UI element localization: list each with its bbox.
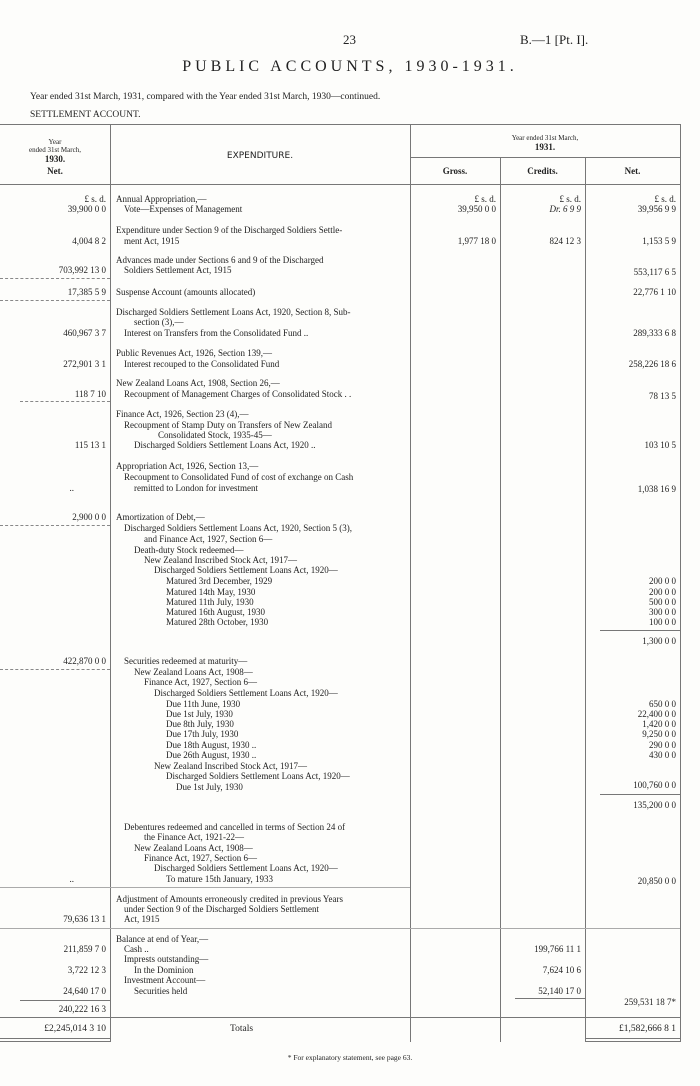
r2-net: 1,153 5 9 [642, 236, 676, 246]
r10-matured-5: Matured 28th October, 1930 [166, 617, 269, 627]
r10-subtotal: 1,300 0 0 [642, 636, 676, 646]
r10-text-2: Discharged Soldiers Settlement Loans Act, 1920, Section 5 (3), [124, 523, 353, 533]
r6-text-2: Interest recouped to the Consolidated Fund [124, 359, 280, 369]
r14-net: 259,531 18 7* [624, 997, 676, 1007]
r14-dominion-credits: 7,624 10 6 [542, 965, 581, 975]
r3-separator [0, 278, 110, 279]
r12-text-6: To mature 15th January, 1933 [166, 874, 274, 884]
r11-subtotal-rule [600, 794, 680, 795]
r11-due-4: Due 17th July, 1930 [166, 729, 239, 739]
r11-value-5: 290 0 0 [649, 740, 676, 750]
r1-text-2: Vote—Expenses of Management [124, 204, 243, 214]
r7-text-1: New Zealand Loans Act, 1908, Section 26,— [116, 378, 280, 388]
r10-matured-4: Matured 16th August, 1930 [166, 607, 265, 617]
r13-text-2: under Section 9 of the Discharged Soldiers Settlement [124, 904, 320, 914]
r5-text-2: section (3),— [134, 317, 184, 327]
r4-net: 22,776 1 10 [633, 287, 676, 297]
r11-due-1: Due 11th June, 1930 [166, 699, 241, 709]
footnote: * For explanatory statement, see page 63. [287, 1053, 413, 1062]
r7-prev: 118 7 10 [74, 389, 106, 399]
r1-prev: 39,900 0 0 [67, 204, 106, 214]
totals-net-underline-2 [585, 1041, 680, 1042]
r6-net: 258,226 18 6 [628, 359, 676, 369]
r12-net: 20,850 0 0 [637, 876, 676, 886]
net-header: Net. [624, 166, 641, 176]
r4-prev: 17,385 5 9 [67, 287, 106, 297]
r10-value-2: 200 0 0 [649, 587, 676, 597]
r10-matured-1: Matured 3rd December, 1929 [166, 576, 273, 586]
table-right-edge [680, 124, 681, 1042]
r10-text-5: New Zealand Inscribed Stock Act, 1917— [144, 555, 297, 565]
r11-separator [0, 669, 110, 670]
r8-net: 103 10 5 [644, 440, 676, 450]
r11-text-1: Securities redeemed at maturity— [124, 656, 248, 666]
totals-prev-underline-2 [0, 1041, 110, 1042]
r14-dominion-label: In the Dominion [134, 965, 194, 975]
r2-text-1: Expenditure under Section 9 of the Discharged Soldiers Settle- [116, 225, 343, 235]
r10-separator [0, 525, 110, 526]
r8-text-2: Recoupment of Stamp Duty on Transfers of New Zealand [124, 420, 332, 430]
r14-cash-label: Cash .. [124, 944, 149, 954]
curr-year-header-b: 1931. [534, 142, 556, 152]
r9-net: 1,038 16 9 [637, 484, 676, 494]
r13-text-3: Act, 1915 [124, 914, 160, 924]
totals-prev-underline-1 [0, 1038, 110, 1039]
lsd-gross: £ s. d. [474, 194, 496, 204]
r14-text-1: Balance at end of Year,— [116, 934, 209, 944]
header-bottom-rule [0, 184, 680, 185]
totals-top-rule [0, 1017, 680, 1018]
r14-securities-label: Securities held [134, 986, 188, 996]
credits-header: Credits. [527, 166, 558, 176]
page-title: PUBLIC ACCOUNTS, 1930-1931. [182, 58, 518, 75]
r10-matured-2: Matured 14th May, 1930 [166, 587, 256, 597]
r10-text-6: Discharged Soldiers Settlement Loans Act, 1920— [154, 565, 338, 575]
r12-text-5: Discharged Soldiers Settlement Loans Act, 1920— [154, 863, 338, 873]
r11-due-5: Due 18th August, 1930 .. [166, 740, 257, 750]
r14-text-2: Imprests outstanding— [124, 954, 209, 964]
r11-due-6: Due 26th August, 1930 .. [166, 750, 257, 760]
r4-separator [0, 300, 110, 301]
r8-text-1: Finance Act, 1926, Section 23 (4),— [116, 409, 249, 419]
r11-text-5: New Zealand Inscribed Stock Act, 1917— [154, 761, 307, 771]
totals-net: £1,582,666 8 1 [619, 1024, 676, 1034]
r11-text-2: New Zealand Loans Act, 1908— [134, 667, 253, 677]
expenditure-header: EXPENDITURE. [226, 151, 294, 161]
r3-text-2: Soldiers Settlement Act, 1915 [124, 265, 232, 275]
r1-credits: Dr. 6 9 9 [549, 204, 581, 214]
r10-text-1: Amortization of Debt,— [116, 512, 205, 522]
r12-text-4: Finance Act, 1927, Section 6— [144, 853, 257, 863]
r7-net: 78 13 5 [649, 391, 676, 401]
r10-prev: 2,900 0 0 [72, 512, 106, 522]
r1-net: 39,956 9 9 [637, 204, 676, 214]
r12-text-2: the Finance Act, 1921-22— [144, 832, 244, 842]
curr-year-header-a: Year ended 31st March, [511, 134, 579, 142]
page-subtitle: Year ended 31st March, 1931, compared with the Year ended 31st March, 1930—continued. [30, 92, 381, 102]
r11-prev: 422,870 0 0 [63, 656, 106, 666]
document-reference: B.—1 [Pt. I]. [520, 32, 589, 47]
r11-value-7: 100,760 0 0 [633, 780, 676, 790]
r7-separator [20, 401, 110, 402]
r14-credits-rule [515, 998, 585, 999]
current-year-rule [410, 157, 680, 158]
r5-net: 289,333 6 8 [633, 328, 676, 338]
prev-year-header-a: Year [48, 138, 62, 146]
r5-text-3: Interest on Transfers from the Consolidated Fund .. [124, 328, 309, 338]
prev-year-header-c: 1930. [44, 154, 66, 164]
r10-text-3: and Finance Act, 1927, Section 6— [144, 534, 273, 544]
r14-dominion-prev: 3,722 12 3 [67, 965, 106, 975]
r3-prev: 703,992 13 0 [58, 265, 106, 275]
page-number: 23 [343, 32, 356, 47]
r11-text-4: Discharged Soldiers Settlement Loans Act, 1920— [154, 688, 338, 698]
totals-prev: £2,245,014 3 10 [44, 1024, 106, 1034]
r12-text-3: New Zealand Loans Act, 1908— [134, 843, 253, 853]
prev-year-header-net: Net. [47, 166, 63, 176]
totals-label: Totals [230, 1024, 254, 1034]
column-divider-credits [500, 157, 501, 1042]
r10-value-3: 500 0 0 [649, 597, 676, 607]
totals-net-underline-1 [585, 1038, 680, 1039]
r10-value-4: 300 0 0 [649, 607, 676, 617]
r13-prev: 79,636 13 1 [63, 914, 106, 924]
r7-text-2: Recoupment of Management Charges of Consolidated Stock . . [124, 389, 352, 399]
r10-subtotal-rule [600, 630, 680, 631]
r11-due-7: Due 1st July, 1930 [176, 782, 243, 792]
r10-matured-3: Matured 11th July, 1930 [166, 597, 254, 607]
r5-text-1: Discharged Soldiers Settlement Loans Act, 1920, Section 8, Sub- [116, 307, 351, 317]
r1-text-1: Annual Appropriation,— [116, 194, 207, 204]
r11-value-1: 650 0 0 [649, 699, 676, 709]
column-divider-prev [110, 124, 111, 1042]
lsd-prev: £ s. d. [84, 194, 106, 204]
r10-value-5: 100 0 0 [649, 617, 676, 627]
r2-gross: 1,977 18 0 [457, 236, 496, 246]
r2-credits: 824 12 3 [549, 236, 581, 246]
r13-text-1: Adjustment of Amounts erroneously credited in previous Years [116, 894, 343, 904]
r8-text-4: Discharged Soldiers Settlement Loans Act, 1920 .. [134, 440, 316, 450]
r14-securities-prev: 24,640 17 0 [63, 986, 106, 996]
r11-value-2: 22,400 0 0 [637, 709, 676, 719]
column-divider-gross [410, 124, 411, 1042]
r8-text-3: Consolidated Stock, 1935-45— [158, 430, 272, 440]
r12-prev: .. [69, 874, 74, 884]
lsd-net: £ s. d. [654, 194, 676, 204]
r8-prev: 115 13 1 [74, 440, 106, 450]
r11-value-4: 9,250 0 0 [642, 729, 676, 739]
r14-securities-credits: 52,140 17 0 [538, 986, 581, 996]
r11-due-2: Due 1st July, 1930 [166, 709, 233, 719]
r11-text-3: Finance Act, 1927, Section 6— [144, 677, 257, 687]
r11-due-3: Due 8th July, 1930 [166, 719, 234, 729]
r6-prev: 272,901 3 1 [63, 359, 106, 369]
gross-header: Gross. [442, 166, 468, 176]
r12-text-1: Debentures redeemed and cancelled in terms of Section 24 of [124, 822, 346, 832]
r10-text-4: Death-duty Stock redeemed— [134, 545, 244, 555]
r2-text-2: ment Act, 1915 [124, 236, 180, 246]
r3-net: 553,117 6 5 [633, 267, 676, 277]
r10-value-1: 200 0 0 [649, 576, 676, 586]
r5-prev: 460,967 3 7 [63, 328, 106, 338]
table-top-rule [0, 124, 680, 125]
r11-value-3: 1,420 0 0 [642, 719, 676, 729]
r6-text-1: Public Revenues Act, 1926, Section 139,— [116, 348, 272, 358]
account-name: SETTLEMENT ACCOUNT. [30, 110, 141, 120]
r13-separator [0, 928, 680, 929]
r11-subtotal: 135,200 0 0 [633, 800, 676, 810]
r12-separator [0, 887, 410, 888]
r14-text-3: Investment Account— [124, 975, 206, 985]
r3-text-1: Advances made under Sections 6 and 9 of the Discharged [116, 255, 324, 265]
r1-gross: 39,950 0 0 [457, 204, 496, 214]
r14-prev-total: 240,222 16 3 [58, 1004, 106, 1014]
r9-text-3: remitted to London for investment [134, 483, 258, 493]
lsd-credits: £ s. d. [559, 194, 581, 204]
r14-cash-credits: 199,766 11 1 [534, 944, 581, 954]
r14-cash-prev: 211,859 7 0 [63, 944, 106, 954]
r4-text-1: Suspense Account (amounts allocated) [116, 287, 256, 297]
r14-prev-rule [20, 1000, 110, 1001]
r9-text-1: Appropriation Act, 1926, Section 13,— [116, 461, 259, 471]
r11-value-6: 430 0 0 [649, 750, 676, 760]
r9-prev: .. [69, 483, 74, 493]
r2-prev: 4,004 8 2 [72, 236, 106, 246]
prev-year-header-b: ended 31st March, [29, 146, 81, 154]
r11-text-6: Discharged Soldiers Settlement Loans Act, 1920— [166, 771, 350, 781]
r9-text-2: Recoupment to Consolidated Fund of cost of exchange on Cash [124, 472, 354, 482]
